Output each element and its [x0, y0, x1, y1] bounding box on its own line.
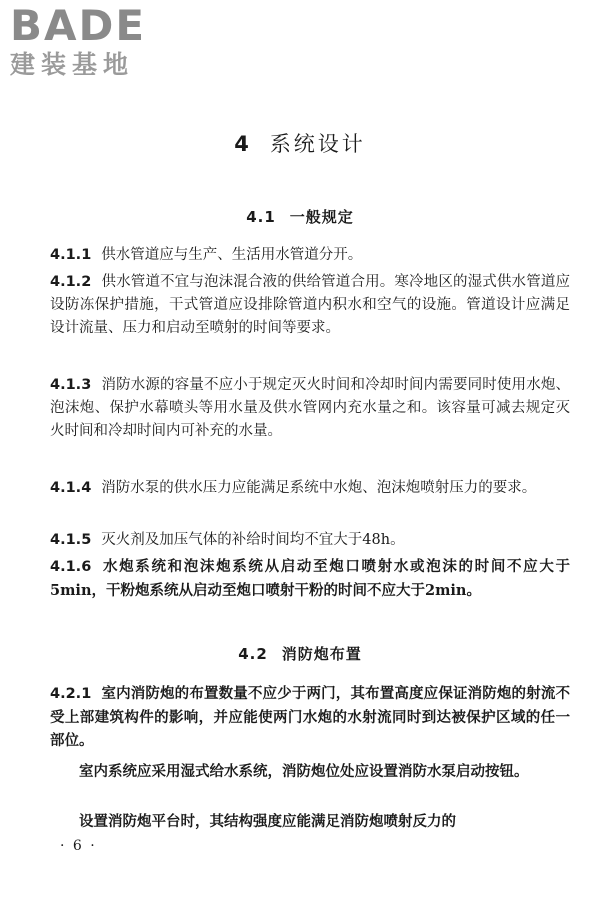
paragraph-wet-system: 室内系统应采用湿式给水系统，消防炮位处应设置消防水泵启动按钮。 [79, 763, 529, 780]
clause-4-1-2 [50, 271, 570, 340]
clause-number: 4.1.2 [50, 274, 92, 290]
section-number: 4.1 [246, 208, 276, 226]
clause-text: 消防水泵的供水压力应能满足系统中水炮、泡沫炮喷射压力的要求。 [101, 480, 537, 496]
section-number: 4.2 [238, 645, 268, 663]
section-title-4-1 [0, 206, 600, 227]
clause-4-1-1 [50, 244, 570, 267]
page-number: · 6 · [60, 838, 97, 854]
section-title-4-2 [0, 643, 600, 664]
clause-text: 室内消防炮的布置数量不应少于两门，其布置高度应保证消防炮的射流不受上部建筑构件的影响，并应能使两门水炮的水射流同时到达被保护区域的任一部位。 [50, 685, 570, 749]
section-title-text: 一般规定 [289, 208, 354, 226]
clause-4-1-5 [50, 529, 570, 552]
clause-number: 4.1.1 [50, 247, 92, 263]
clause-number: 4.1.6 [50, 559, 92, 575]
watermark-logo [10, 1, 180, 80]
watermark-brand: BADE [10, 1, 147, 50]
chapter-number: 4 [234, 132, 252, 156]
clause-4-1-3 [50, 374, 570, 443]
watermark-subtitle: 建装基地 [10, 50, 135, 79]
clause-number: 4.1.3 [50, 377, 92, 393]
clause-text: 灭火剂及加压气体的补给时间均不宜大于48h。 [101, 532, 405, 548]
chapter-title-text: 系统设计 [269, 132, 366, 156]
section-title-text: 消防炮布置 [281, 645, 362, 663]
clause-text: 水炮系统和泡沫炮系统从启动至炮口喷射水或泡沫的时间不应大于5min，干粉炮系统从启动至炮口喷射干粉的时间不应大于2min。 [50, 558, 570, 599]
clause-4-1-6 [50, 555, 570, 602]
clause-4-2-1 [50, 682, 570, 752]
clause-text: 供水管道应与生产、生活用水管道分开。 [101, 247, 363, 263]
paragraph-platform: 设置消防炮平台时，其结构强度应能满足消防炮喷射反力的 [79, 813, 456, 830]
clause-text: 消防水源的容量不应小于规定灭火时间和冷却时间内需要同时使用水炮、泡沫炮、保护水幕喷头等用水量及供水管网内充水量之和。该容量可减去规定灭火时间和冷却时间内可补充的水量。 [50, 377, 570, 439]
clause-number: 4.2.1 [50, 686, 92, 702]
clause-number: 4.1.5 [50, 532, 92, 548]
clause-number: 4.1.4 [50, 480, 92, 496]
chapter-title [0, 128, 600, 158]
clause-4-1-4 [50, 477, 570, 500]
clause-text: 供水管道不宜与泡沫混合液的供给管道合用。寒冷地区的湿式供水管道应设防冻保护措施，干式管道应设排除管道内积水和空气的设施。管道设计应满足设计流量、压力和启动至喷射的时间等要求。 [50, 274, 570, 336]
